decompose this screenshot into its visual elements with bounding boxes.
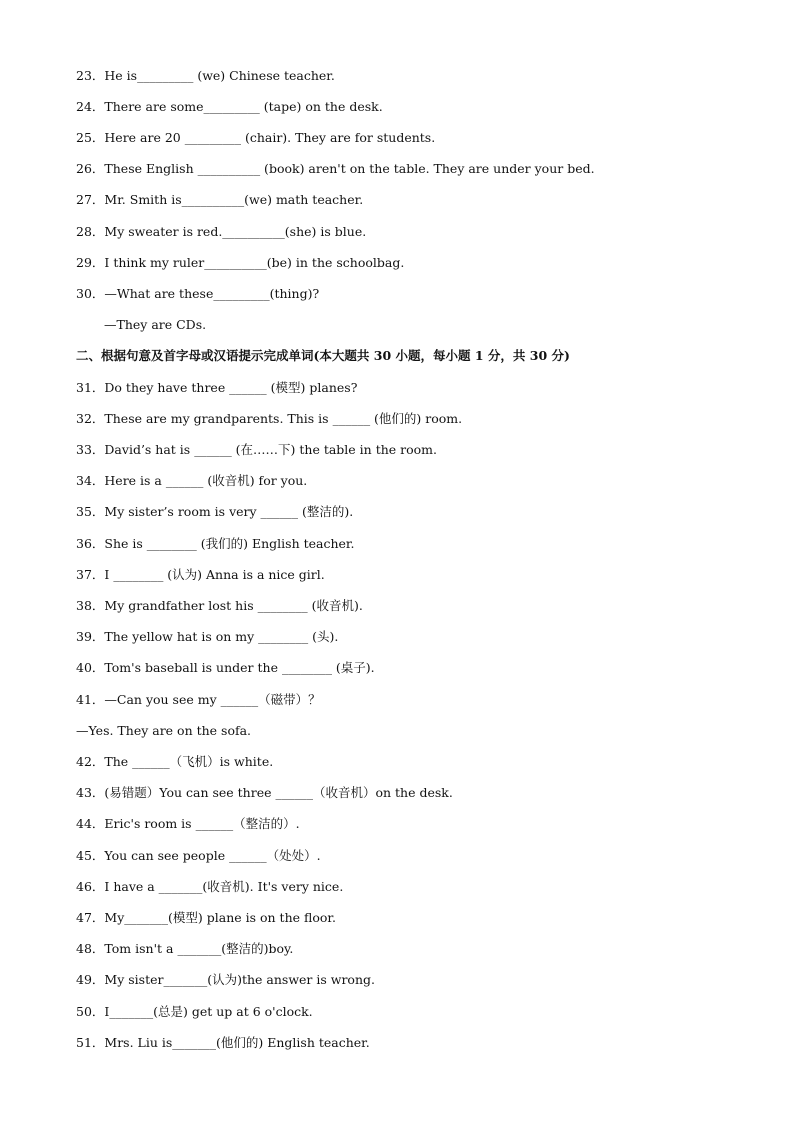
question-50: 50．I_______(总是) get up at 6 o'clock. xyxy=(76,1004,313,1019)
question-30: 30．—What are these_________(thing)? xyxy=(76,286,320,301)
question-31: 31．Do they have three ______ (模型) planes? xyxy=(76,380,358,395)
question-44: 44．Eric's room is ______（整洁的）. xyxy=(76,816,300,831)
question-38: 38．My grandfather lost his ________ (收音机). xyxy=(76,598,363,613)
question-24: 24．There are some_________ (tape) on the desk. xyxy=(76,99,383,114)
question-41-answer: —Yes. They are on the sofa. xyxy=(76,723,252,738)
question-45: 45．You can see people ______（处处）. xyxy=(76,848,321,863)
question-33: 33．David’s hat is ______ (在……下) the table in the room. xyxy=(76,442,437,457)
question-49: 49．My sister_______(认为)the answer is wrong. xyxy=(76,972,375,987)
question-32: 32．These are my grandparents. This is ______ (他们的) room. xyxy=(76,411,463,426)
question-30-answer: —They are CDs. xyxy=(104,317,207,332)
question-28: 28．My sweater is red.__________(she) is blue. xyxy=(76,224,367,239)
question-51: 51．Mrs. Liu is_______(他们的) English teacher. xyxy=(76,1035,370,1050)
question-46: 46．I have a _______(收音机). It's very nice. xyxy=(76,879,344,894)
question-34: 34．Here is a ______ (收音机) for you. xyxy=(76,473,308,488)
question-40: 40．Tom's baseball is under the ________ (桌子). xyxy=(76,660,375,675)
question-27: 27．Mr. Smith is__________(we) math teacher. xyxy=(76,192,364,207)
question-36: 36．She is ________ (我们的) English teacher. xyxy=(76,536,355,551)
question-42: 42．The ______（飞机）is white. xyxy=(76,754,274,769)
section-heading: 二、根据句意及首字母或汉语提示完成单词(本大题共 30 小题，每小题 1 分，共 30 分) xyxy=(76,348,570,363)
question-47: 47．My_______(模型) plane is on the floor. xyxy=(76,910,336,925)
question-43: 43．(易错题）You can see three ______（收音机）on the desk. xyxy=(76,785,453,800)
question-48: 48．Tom isn't a _______(整洁的)boy. xyxy=(76,941,294,956)
question-25: 25．Here are 20 _________ (chair). They are for students. xyxy=(76,130,436,145)
question-37: 37．I ________ (认为) Anna is a nice girl. xyxy=(76,567,325,582)
question-41: 41．—Can you see my ______（磁带）？ xyxy=(76,692,321,707)
question-39: 39．The yellow hat is on my ________ (头). xyxy=(76,629,339,644)
question-23: 23．He is_________ (we) Chinese teacher. xyxy=(76,68,335,83)
question-26: 26．These English __________ (book) aren't on the table. They are under your bed. xyxy=(76,161,595,176)
question-35: 35．My sister’s room is very ______ (整洁的). xyxy=(76,504,354,519)
question-29: 29．I think my ruler__________(be) in the schoolbag. xyxy=(76,255,405,270)
